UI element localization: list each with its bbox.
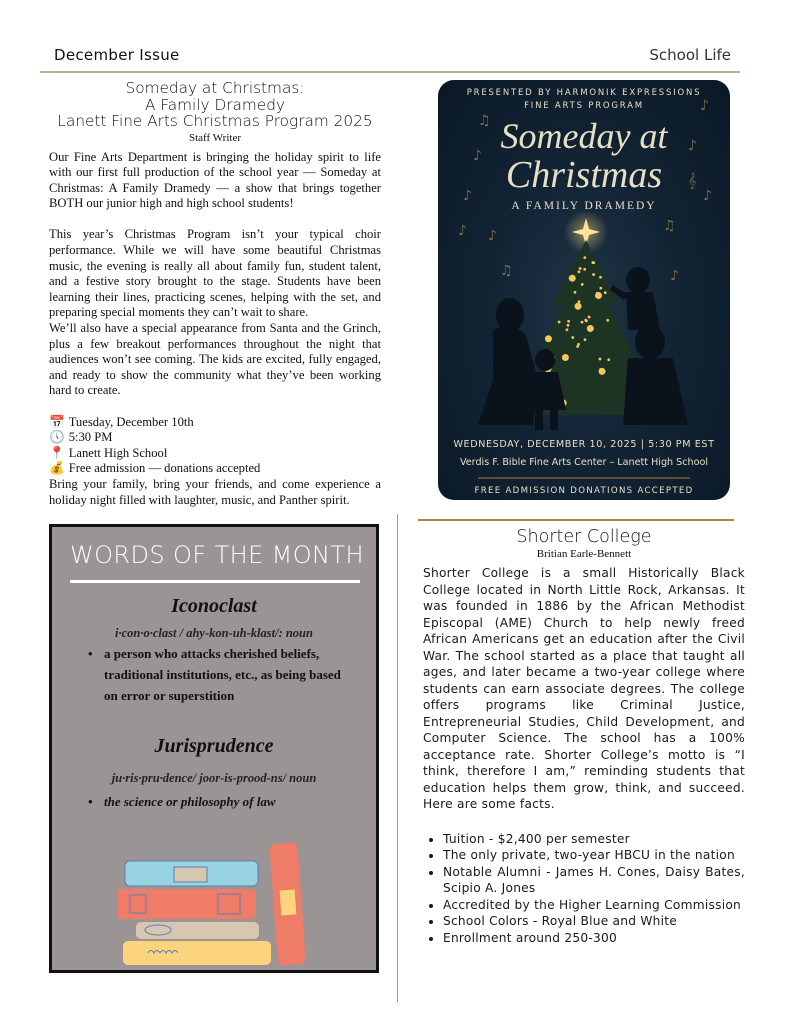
poster-venue: Verdis F. Bible Fine Arts Center – Lanett High School (459, 457, 709, 468)
ornament (569, 275, 576, 282)
tree-light (596, 292, 599, 295)
tree-light (607, 358, 610, 361)
article-title: Shorter College (516, 527, 652, 547)
event-date (49, 415, 381, 431)
svg-text:♫: ♫ (663, 218, 676, 234)
svg-text:♪: ♪ (703, 188, 712, 204)
tree-light (579, 267, 582, 270)
fact-item: • Accredited by the Higher Learning Commission (443, 897, 745, 914)
event-admission (49, 461, 381, 477)
issue-label: December Issue (54, 46, 180, 64)
words-title: WORDS OF THE MONTH (70, 541, 364, 569)
poster-title-1: Someday at (500, 116, 668, 156)
tree-light (574, 291, 577, 294)
tree-light (599, 358, 602, 361)
tree-light (583, 268, 586, 271)
pronunciation-2: ju·ris·pru·dence/ joor-is-prood-ns/ noun (111, 771, 317, 785)
svg-text:♫: ♫ (500, 263, 513, 279)
article-body: Shorter College is a small Historically Black College located in North Little Rock, Arkansas. It was founded in 1886 by the African Methodist Episcopal (AME) Church to help newly freed African Americans get an education after the Civil War. The school started as a place that taught all ages, and later became a two-year college where students can earn associate degrees. The college offers programs like Criminal Justice, Entrepreneurial Studies, Child Development, and Computer Science. The school has a 100% acceptance rate. Shorter College’s motto is “I think, therefore I am,” reminding students that education helps them grow, think, and succeed. Here are some facts. (423, 566, 745, 811)
title-line: A Family Dramedy (145, 95, 285, 114)
fact-item: • School Colors - Royal Blue and White (443, 913, 745, 930)
poster-program: FINE ARTS PROGRAM (524, 101, 644, 111)
word-1: Iconoclast (171, 595, 257, 617)
poster-subtitle: A FAMILY DRAMEDY (511, 200, 657, 212)
paragraph: Bring your family, bring your friends, and come experience a holiday night filled with laughter, music, and Panther spirit. (49, 476, 381, 507)
article-title (49, 80, 381, 130)
svg-text:♪: ♪ (670, 268, 679, 284)
svg-text:♪: ♪ (473, 148, 482, 164)
svg-text:♫: ♫ (478, 113, 491, 129)
tree-light (578, 270, 581, 273)
poster-admission: FREE ADMISSION DONATIONS ACCEPTED (474, 486, 694, 496)
event-location (49, 446, 381, 462)
tree-light (599, 276, 602, 279)
paragraph: This year’s Christmas Program isn’t your typical choir performance. While we will have some beautiful Christmas music, the evening is really all about family fun, student talent, and a festive story brought to the stage. Students have been learning their lines, practicing scenes, helping with the set, and preparing special moments they can’t wait to share. (49, 227, 381, 320)
svg-text:♪: ♪ (458, 223, 467, 239)
tree-light (604, 291, 607, 294)
tree-light (588, 316, 591, 319)
svg-text:♪: ♪ (463, 188, 472, 204)
detail-text: Tuesday, December 10th (68, 414, 194, 429)
words-underline (70, 580, 360, 583)
christmas-article (49, 80, 381, 508)
tree-light (584, 338, 587, 341)
title-line: Someday at Christmas: (125, 79, 305, 97)
poster-date: WEDNESDAY, DECEMBER 10, 2025 | 5:30 PM EST (453, 439, 715, 450)
detail-text: 5:30 PM (68, 430, 113, 445)
calendar-icon: 📅 (49, 414, 65, 429)
shorter-college-article (423, 527, 745, 946)
tree-light (576, 345, 579, 348)
tree-light (571, 336, 574, 339)
fact-item: • Notable Alumni - James H. Cones, Daisy Bates, Scipio A. Jones (443, 864, 745, 897)
words-of-the-month (49, 524, 379, 973)
svg-text:𝄞: 𝄞 (688, 173, 697, 189)
tree-light (606, 319, 609, 322)
tree-light (592, 273, 595, 276)
paragraph: We’ll also have a special appearance from Santa and the Grinch, plus a few breakout performances throughout the night that audiences won’t see coming. The kids are excited, fully engaged, and ready to show the community what they’ve been working hard to create. (49, 321, 381, 398)
event-time (49, 430, 381, 446)
tree-light (558, 321, 561, 324)
pin-icon: 📍 (49, 445, 65, 460)
fact-item: • The only private, two-year HBCU in the nation (443, 847, 745, 864)
poster-title-2: Christmas (505, 154, 663, 196)
tree-light (584, 319, 587, 322)
title-line: Lanett Fine Arts Christmas Program 2025 (57, 112, 373, 130)
event-poster (438, 80, 730, 500)
ornament (587, 325, 594, 332)
detail-text: Free admission — donations accepted (68, 461, 261, 476)
ornament (575, 303, 582, 310)
tree-light (599, 287, 602, 290)
definition-1: • a person who attacks cherished beliefs, traditional institutions, etc., as being based on error or superstition (104, 643, 354, 706)
tree-light (581, 321, 584, 324)
tree-light (578, 300, 581, 303)
tree-light (592, 261, 595, 264)
svg-text:♪: ♪ (688, 138, 697, 154)
byline: Britian Earle-Bennett (536, 548, 632, 560)
article-body (49, 150, 381, 509)
svg-text:♪: ♪ (700, 98, 709, 114)
fact-item: • Tuition - $2,400 per semester (443, 831, 745, 848)
poster-presenter: PRESENTED BY HARMONIK EXPRESSIONS (466, 88, 702, 98)
money-bag-icon: 💰 (49, 461, 65, 476)
paragraph: Our Fine Arts Department is bringing the holiday spirit to life with our first full production of the school year — Someday at Christmas: A Family Dramedy — a show that brings together BOTH our junior high and high school students! (49, 149, 381, 211)
svg-text:♪: ♪ (488, 228, 497, 244)
tree-light (567, 324, 570, 327)
clock-icon: 🕔 (49, 430, 65, 445)
header-divider (40, 71, 740, 73)
books-illustration (118, 835, 308, 965)
detail-text: Lanett High School (68, 445, 168, 460)
tree-light (583, 256, 586, 259)
fact-item: • Enrollment around 250-300 (443, 930, 745, 947)
section-label: School Life (649, 46, 731, 64)
ornament (545, 335, 552, 342)
word-2: Jurisprudence (154, 735, 274, 757)
tree-light (599, 368, 602, 371)
tree-light (567, 320, 570, 323)
section-divider (418, 519, 734, 521)
ornament (562, 354, 569, 361)
column-divider (397, 514, 398, 1002)
tree-light (566, 328, 569, 331)
byline: Staff Writer (189, 131, 241, 144)
facts-list (423, 831, 745, 947)
tree-light (581, 283, 584, 286)
pronunciation-1: i·con·o·clast / ahy-kon-uh-klast/: noun (115, 626, 313, 640)
definition-2: • the science or philosophy of law (104, 791, 354, 812)
